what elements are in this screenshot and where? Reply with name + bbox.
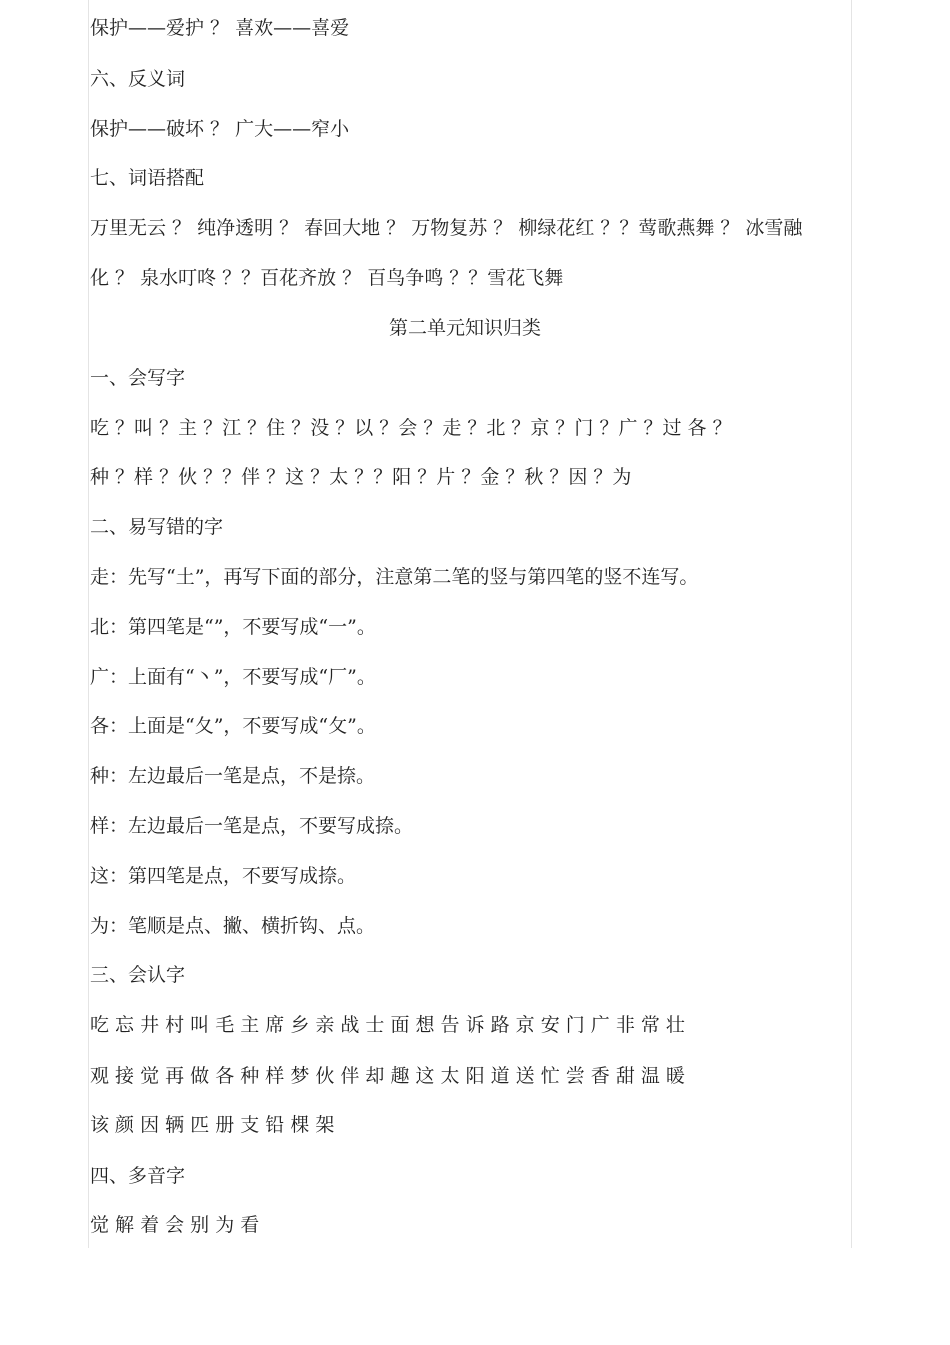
section-antonyms-heading: 六、反义词: [90, 68, 186, 90]
error-note-zhe: 这：第四笔是点，不要写成捺。: [90, 865, 357, 887]
synonym-pair-line: 保护——爱护 ？ 喜欢——喜爱: [90, 17, 350, 39]
write-chars-line-2: 种 ？样 ？伙 ？？伴 ？这 ？太 ？？阳 ？片 ？金 ？秋 ？因 ？为: [90, 466, 632, 488]
write-chars-line-1: 吃 ？叫 ？主 ？江 ？住 ？没 ？以 ？会 ？走 ？北 ？京 ？门 ？广 ？过 各 ？: [90, 417, 732, 439]
unit-title: 第二单元知识归类: [388, 317, 541, 339]
section-write-chars-heading: 一、会写字: [90, 367, 186, 389]
collocations-line-1: 万里无云 ？ 纯净透明 ？ 春回大地 ？ 万物复苏 ？ 柳绿花红 ？？莺歌燕舞 ？ 冰雪融: [90, 217, 803, 239]
section-recognize-chars-heading: 三、会认字: [90, 964, 186, 986]
section-polyphonic-heading: 四、多音字: [90, 1165, 186, 1187]
polyphonic-chars-line: 觉 解 着 会 别 为 看: [90, 1214, 260, 1236]
page-margin-rule-right: [851, 0, 852, 1248]
error-note-wei: 为：笔顺是点、撇、横折钩、点。: [90, 915, 376, 937]
recognize-chars-line-2: 观 接 觉 再 做 各 种 样 梦 伙 伴 却 趣 这 太 阳 道 送 忙 尝 香 甜 温 暖: [90, 1065, 685, 1087]
error-note-ge: 各：上面是“夂”，不要写成“攵”。: [90, 715, 376, 737]
recognize-chars-line-1: 吃 忘 井 村 叫 毛 主 席 乡 亲 战 士 面 想 告 诉 路 京 安 门 广 非 常 壮: [90, 1014, 685, 1036]
collocations-line-2: 化 ？ 泉水叮咚 ？？百花齐放 ？ 百鸟争鸣 ？？雪花飞舞: [90, 267, 564, 289]
error-note-guang: 广：上面有“丶”，不要写成“厂”。: [90, 666, 376, 688]
page-margin-rule-left: [88, 0, 89, 1248]
error-note-zhong: 种：左边最后一笔是点，不是捺。: [90, 765, 376, 787]
error-note-bei: 北：第四笔是“”，不要写成“一”。: [90, 616, 376, 638]
error-note-yang: 样：左边最后一笔是点，不要写成捺。: [90, 815, 414, 837]
section-collocations-heading: 七、词语搭配: [90, 167, 205, 189]
error-note-zou: 走：先写“土”，再写下面的部分，注意第二笔的竖与第四笔的竖不连写。: [90, 566, 699, 588]
section-error-prone-heading: 二、易写错的字: [90, 516, 224, 538]
antonym-pair-line: 保护——破坏 ？ 广大——窄小: [90, 118, 350, 140]
recognize-chars-line-3: 该 颜 因 辆 匹 册 支 铅 棵 架: [90, 1114, 335, 1136]
